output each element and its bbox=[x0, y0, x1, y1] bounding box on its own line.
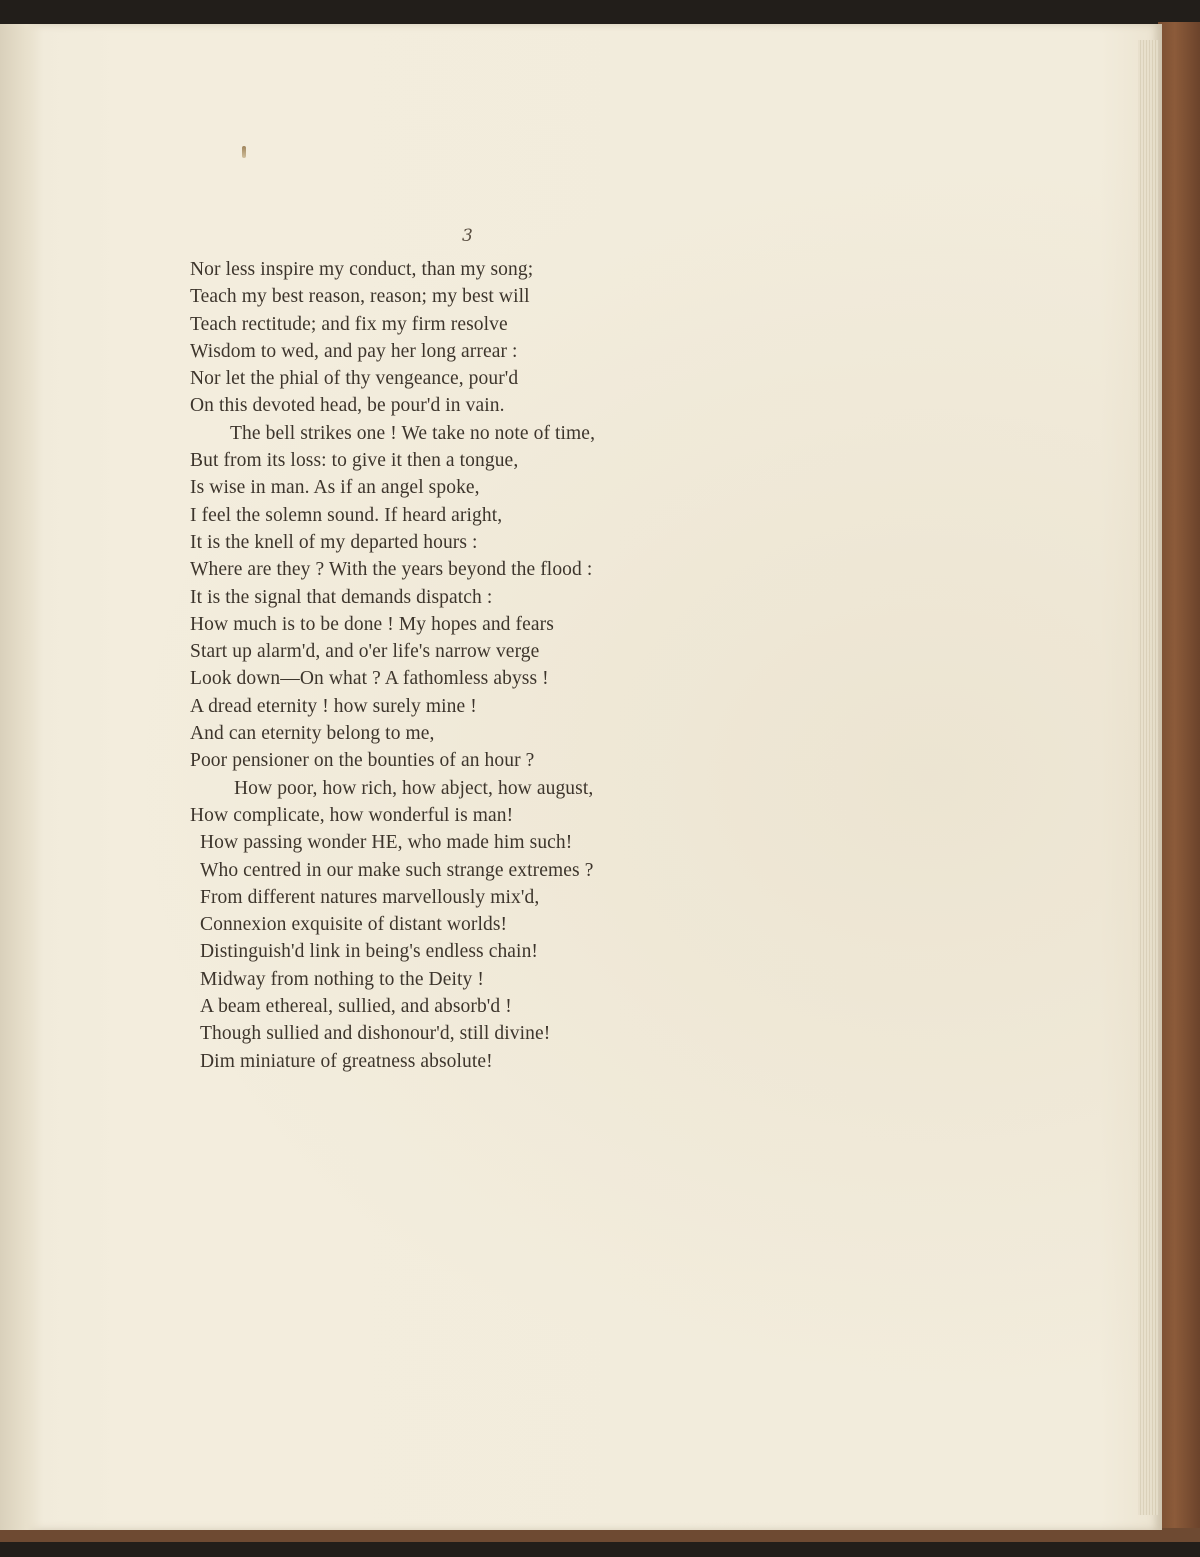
verse-line: Poor pensioner on the bounties of an hour ? bbox=[190, 750, 535, 772]
verse-line: Dim miniature of greatness absolute! bbox=[200, 1050, 493, 1072]
verse-line: Is wise in man. As if an angel spoke, bbox=[190, 477, 480, 499]
verse-block bbox=[190, 256, 710, 1075]
page-edges bbox=[1138, 40, 1158, 1515]
verse-line: The bell strikes one ! We take no note of time, bbox=[230, 422, 596, 444]
book-cover-bottom bbox=[0, 1528, 1200, 1542]
verse-line: Wisdom to wed, and pay her long arrear : bbox=[190, 340, 518, 362]
book-cover-edge bbox=[1158, 22, 1200, 1537]
paper-speck bbox=[242, 146, 246, 158]
verse-line: It is the knell of my departed hours : bbox=[190, 531, 478, 553]
verse-line: Nor let the phial of thy vengeance, pour'd bbox=[190, 368, 519, 390]
verse-line: How poor, how rich, how abject, how august, bbox=[234, 777, 594, 799]
verse-line: And can eternity belong to me, bbox=[190, 723, 435, 745]
verse-line: I feel the solemn sound. If heard aright, bbox=[190, 504, 503, 526]
verse-line: Teach rectitude; and fix my firm resolve bbox=[190, 313, 508, 335]
verse-line: It is the signal that demands dispatch : bbox=[190, 586, 493, 608]
verse-line: How complicate, how wonderful is man! bbox=[190, 804, 514, 826]
verse-line: On this devoted head, be pour'd in vain. bbox=[190, 395, 505, 417]
verse-line: Look down—On what ? A fathomless abyss ! bbox=[190, 668, 549, 690]
verse-line: Connexion exquisite of distant worlds! bbox=[200, 914, 508, 936]
verse-line: Though sullied and dishonour'd, still divine! bbox=[200, 1023, 551, 1045]
verse-line: Midway from nothing to the Deity ! bbox=[200, 968, 484, 990]
verse-line: How passing wonder HE, who made him such! bbox=[200, 832, 573, 854]
verse-line: From different natures marvellously mix'd, bbox=[200, 886, 540, 908]
verse-line: A beam ethereal, sullied, and absorb'd ! bbox=[200, 996, 512, 1018]
verse-line: Where are they ? With the years beyond the flood : bbox=[190, 559, 593, 581]
verse-line: Teach my best reason, reason; my best will bbox=[190, 286, 530, 308]
verse-line: Start up alarm'd, and o'er life's narrow verge bbox=[190, 641, 540, 663]
verse-line: But from its loss: to give it then a tongue, bbox=[190, 450, 519, 472]
verse-line: A dread eternity ! how surely mine ! bbox=[190, 695, 477, 717]
verse-line: How much is to be done ! My hopes and fears bbox=[190, 613, 554, 635]
page-gutter bbox=[0, 24, 44, 1530]
verse-line: Nor less inspire my conduct, than my song; bbox=[190, 259, 534, 280]
page-number: 3 bbox=[462, 226, 473, 246]
verse-line: Distinguish'd link in being's endless chain! bbox=[200, 941, 539, 963]
verse-line: Who centred in our make such strange extremes ? bbox=[200, 859, 594, 881]
